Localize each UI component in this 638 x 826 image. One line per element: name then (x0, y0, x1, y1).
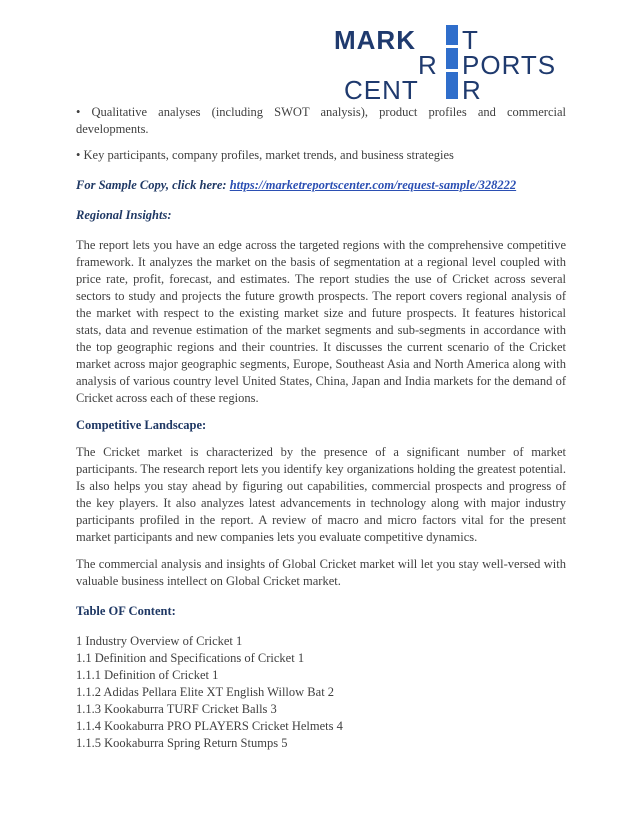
toc-item: 1.1.2 Adidas Pellara Elite XT English Willow Bat 2 (76, 685, 335, 699)
toc-item: 1.1.4 Kookaburra PRO PLAYERS Cricket Helmets 4 (76, 719, 343, 733)
svg-text:CENT: CENT (344, 75, 419, 103)
competitive-landscape-text: The Cricket market is characterized by the presence of a significant number of market participants. The research report lets you identify key organizations holding the greatest potential. Is also helps you stay ahead by figuring out capabilities, commercial prospects and progress of the key players. It also analyzes latest advancements in technology along with major industry participants profiled in the report. A review of macro and micro factors vital for the present market participants and new companies lets you evaluate competitive dynamics. (76, 445, 566, 544)
document-body (76, 104, 566, 752)
svg-text:MARK: MARK (334, 25, 416, 55)
sample-copy-line (76, 177, 566, 194)
svg-text:PORTS: PORTS (462, 50, 557, 80)
toc-list (76, 633, 566, 752)
competitive-landscape-heading: Competitive Landscape: (76, 418, 207, 432)
toc-item: 1.1.5 Kookaburra Spring Return Stumps 5 (76, 736, 288, 750)
svg-text:T: T (462, 25, 478, 55)
toc-item: 1.1.3 Kookaburra TURF Cricket Balls 3 (76, 702, 277, 716)
toc-item: 1 Industry Overview of Cricket 1 (76, 634, 243, 648)
svg-text:R: R (462, 75, 481, 103)
toc-item: 1.1.1 Definition of Cricket 1 (76, 668, 219, 682)
toc-item: 1.1 Definition and Specifications of Cricket 1 (76, 651, 305, 665)
bullet-swot: • Qualitative analyses (including SWOT analysis), product profiles and commercial developments. (76, 105, 566, 136)
market-reports-center-logo (332, 23, 562, 103)
svg-text:R: R (418, 50, 437, 80)
bullet-participants: • Key participants, company profiles, market trends, and business strategies (76, 148, 454, 162)
regional-insights-text: The report lets you have an edge across the targeted regions with the comprehensive competitive framework. It analyzes the market on the basis of segmentation at a regional level coupled with price rate, profit, forecast, and estimates. The report studies the use of Cricket across several sectors to study and projects the future growth prospects. The report covers regional analysis of the market with respect to the existing market size and future prospects. It features historical stats, data and revenue estimation of the market segments and sub-segments in accordance with the top geographic regions and their countries. It discusses the current scenario of the Cricket market across major geographic segments, Europe, Southeast Asia and North America along with analysis of various country level United States, China, Japan and India markets for the demand of Cricket across each of these regions. (76, 238, 566, 405)
regional-insights-heading: Regional Insights: (76, 208, 172, 222)
sample-copy-prefix: For Sample Copy, click here: (76, 178, 230, 192)
toc-heading: Table OF Content: (76, 604, 176, 618)
commercial-analysis-text: The commercial analysis and insights of Global Cricket market will let you stay well-versed with valuable business intellect on Global Cricket market. (76, 557, 566, 588)
sample-request-link[interactable]: https://marketreportscenter.com/request-sample/328222 (229, 178, 517, 192)
